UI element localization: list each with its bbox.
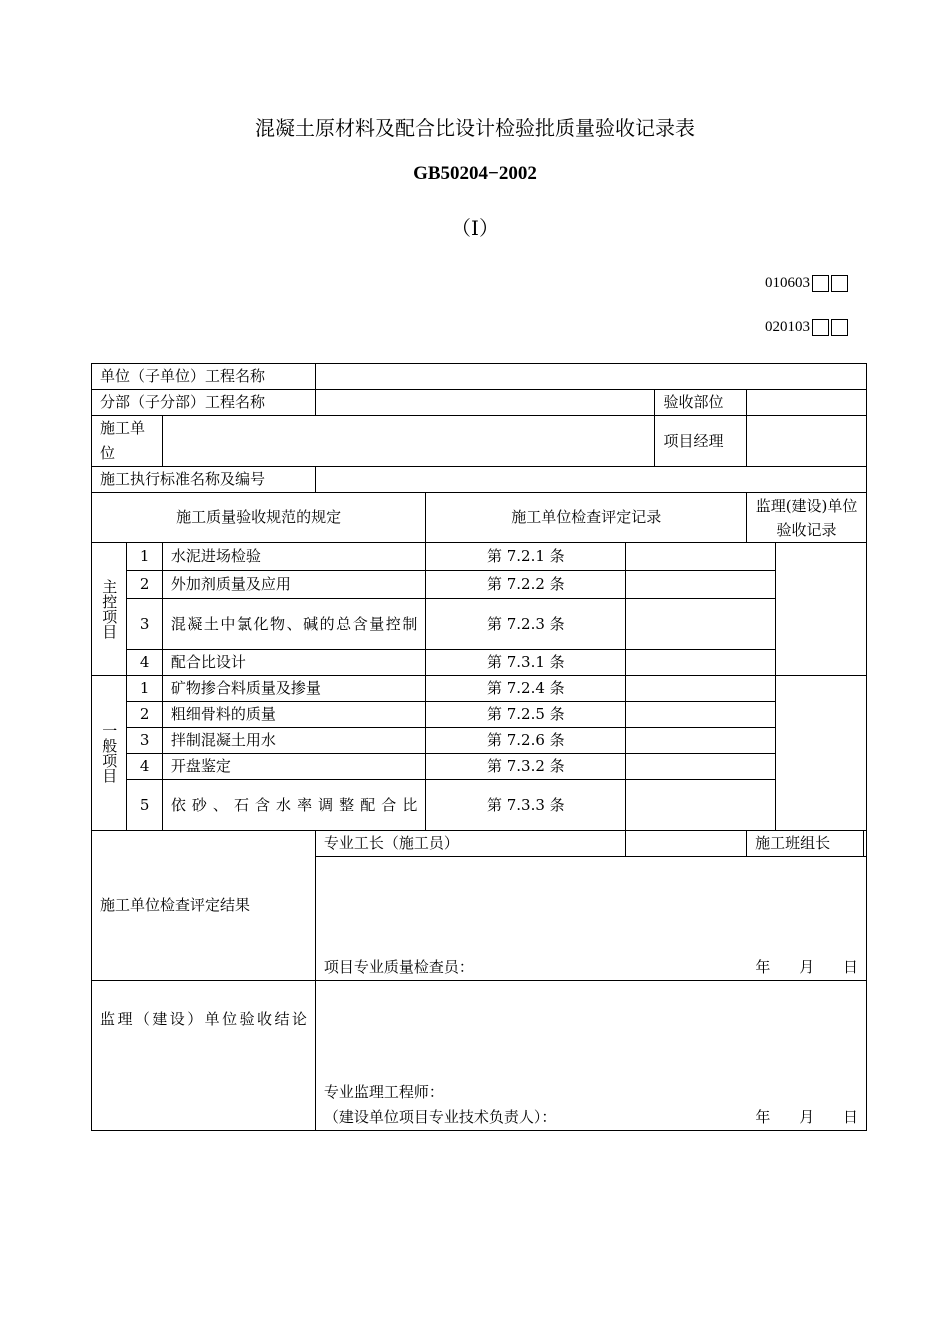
item-name: 混凝土中氯化物、碱的总含量控制 [162,599,426,650]
acceptance-part-label: 验收部位 [655,390,747,416]
item-number: 2 [127,571,162,599]
item-name: 外加剂质量及应用 [162,571,426,599]
item-number: 2 [127,702,162,728]
record-field[interactable] [626,650,776,676]
supervision-record-field[interactable] [776,676,867,831]
code-checkbox[interactable] [831,275,848,292]
form-code-1 [765,275,848,292]
item-number: 3 [127,728,162,754]
standard-code: GB50204−2002 [413,163,537,184]
unit-project-field[interactable] [315,364,866,390]
item-clause: 第 7.3.2 条 [426,754,626,780]
team-leader-cell [747,831,867,857]
record-field[interactable] [626,599,776,650]
record-field[interactable] [626,676,776,702]
standard-label: 施工执行标准名称及编号 [92,467,316,493]
item-clause: 第 7.2.2 条 [426,571,626,599]
item-clause: 第 7.2.1 条 [426,543,626,571]
record-field[interactable] [626,754,776,780]
inspection-record-table [91,363,867,1131]
signature-date [731,1105,858,1130]
supervision-column-header: 监理(建设)单位验收记录 [747,493,867,543]
day-label: 日 [842,958,858,976]
supervision-conclusion-label: 监理（建设）单位验收结论 [92,981,316,1131]
owner-rep-label: （建设单位项目专业技术负责人）： [323,1108,557,1126]
constructor-field[interactable] [162,416,655,467]
acceptance-part-field[interactable] [747,390,867,416]
form-title: 混凝土原材料及配合比设计检验批质量验收记录表 [255,116,695,140]
record-field[interactable] [626,780,776,831]
signature-date [731,955,858,980]
item-clause: 第 7.2.5 条 [426,702,626,728]
form-code-2 [765,319,848,336]
code-checkbox[interactable] [831,319,848,336]
foreman-field[interactable] [626,831,747,857]
supervisor-label: 专业监理工程师： [323,1083,444,1101]
team-leader-field[interactable] [864,831,866,856]
item-name: 配合比设计 [162,650,426,676]
item-clause: 第 7.2.3 条 [426,599,626,650]
month-label: 月 [799,1108,815,1126]
item-number: 4 [127,650,162,676]
item-number: 5 [127,780,162,831]
item-clause: 第 7.2.6 条 [426,728,626,754]
foreman-label: 专业工长（施工员） [315,831,625,857]
supervisor-signature-line [324,1105,858,1130]
standard-field[interactable] [315,467,866,493]
main-items-category: 主控项目 [92,543,127,676]
record-field[interactable] [626,543,776,571]
item-clause: 第 7.3.1 条 [426,650,626,676]
item-number: 3 [127,599,162,650]
form-code-2-text: 020103 [765,319,810,335]
inspector-label: 项目专业质量检查员： [323,958,474,976]
record-field[interactable] [626,571,776,599]
item-name: 开盘鉴定 [162,754,426,780]
item-clause: 第 7.2.4 条 [426,676,626,702]
code-checkbox[interactable] [812,319,829,336]
team-leader-label: 施工班组长 [747,831,864,856]
item-name: 矿物掺合料质量及掺量 [162,676,426,702]
sub-project-field[interactable] [315,390,655,416]
record-field[interactable] [626,702,776,728]
item-name: 粗细骨料的质量 [162,702,426,728]
record-column-header: 施工单位检查评定记录 [426,493,747,543]
item-name: 依砂、石含水率调整配合比 [162,780,426,831]
unit-project-label: 单位（子单位）工程名称 [92,364,316,390]
inspector-signature-line [324,955,858,980]
project-manager-label: 项目经理 [655,416,747,467]
constructor-label: 施工单位 [92,416,163,467]
item-number: 4 [127,754,162,780]
supervision-record-field[interactable] [776,543,867,676]
code-checkbox[interactable] [812,275,829,292]
check-result-label: 施工单位检查评定结果 [92,831,316,981]
item-clause: 第 7.3.3 条 [426,780,626,831]
part-number: （Ⅰ） [451,216,499,240]
record-field[interactable] [626,728,776,754]
supervision-conclusion-field[interactable] [315,981,866,1131]
day-label: 日 [842,1108,858,1126]
spec-column-header: 施工质量验收规范的规定 [92,493,426,543]
year-label: 年 [755,1108,771,1126]
item-number: 1 [127,543,162,571]
item-name: 拌制混凝土用水 [162,728,426,754]
item-name: 水泥进场检验 [162,543,426,571]
check-result-field[interactable] [315,857,866,981]
form-code-1-text: 010603 [765,275,810,291]
month-label: 月 [799,958,815,976]
year-label: 年 [755,958,771,976]
sub-project-label: 分部（子分部）工程名称 [92,390,316,416]
general-items-category: 一般项目 [92,676,127,831]
item-number: 1 [127,676,162,702]
project-manager-field[interactable] [747,416,867,467]
